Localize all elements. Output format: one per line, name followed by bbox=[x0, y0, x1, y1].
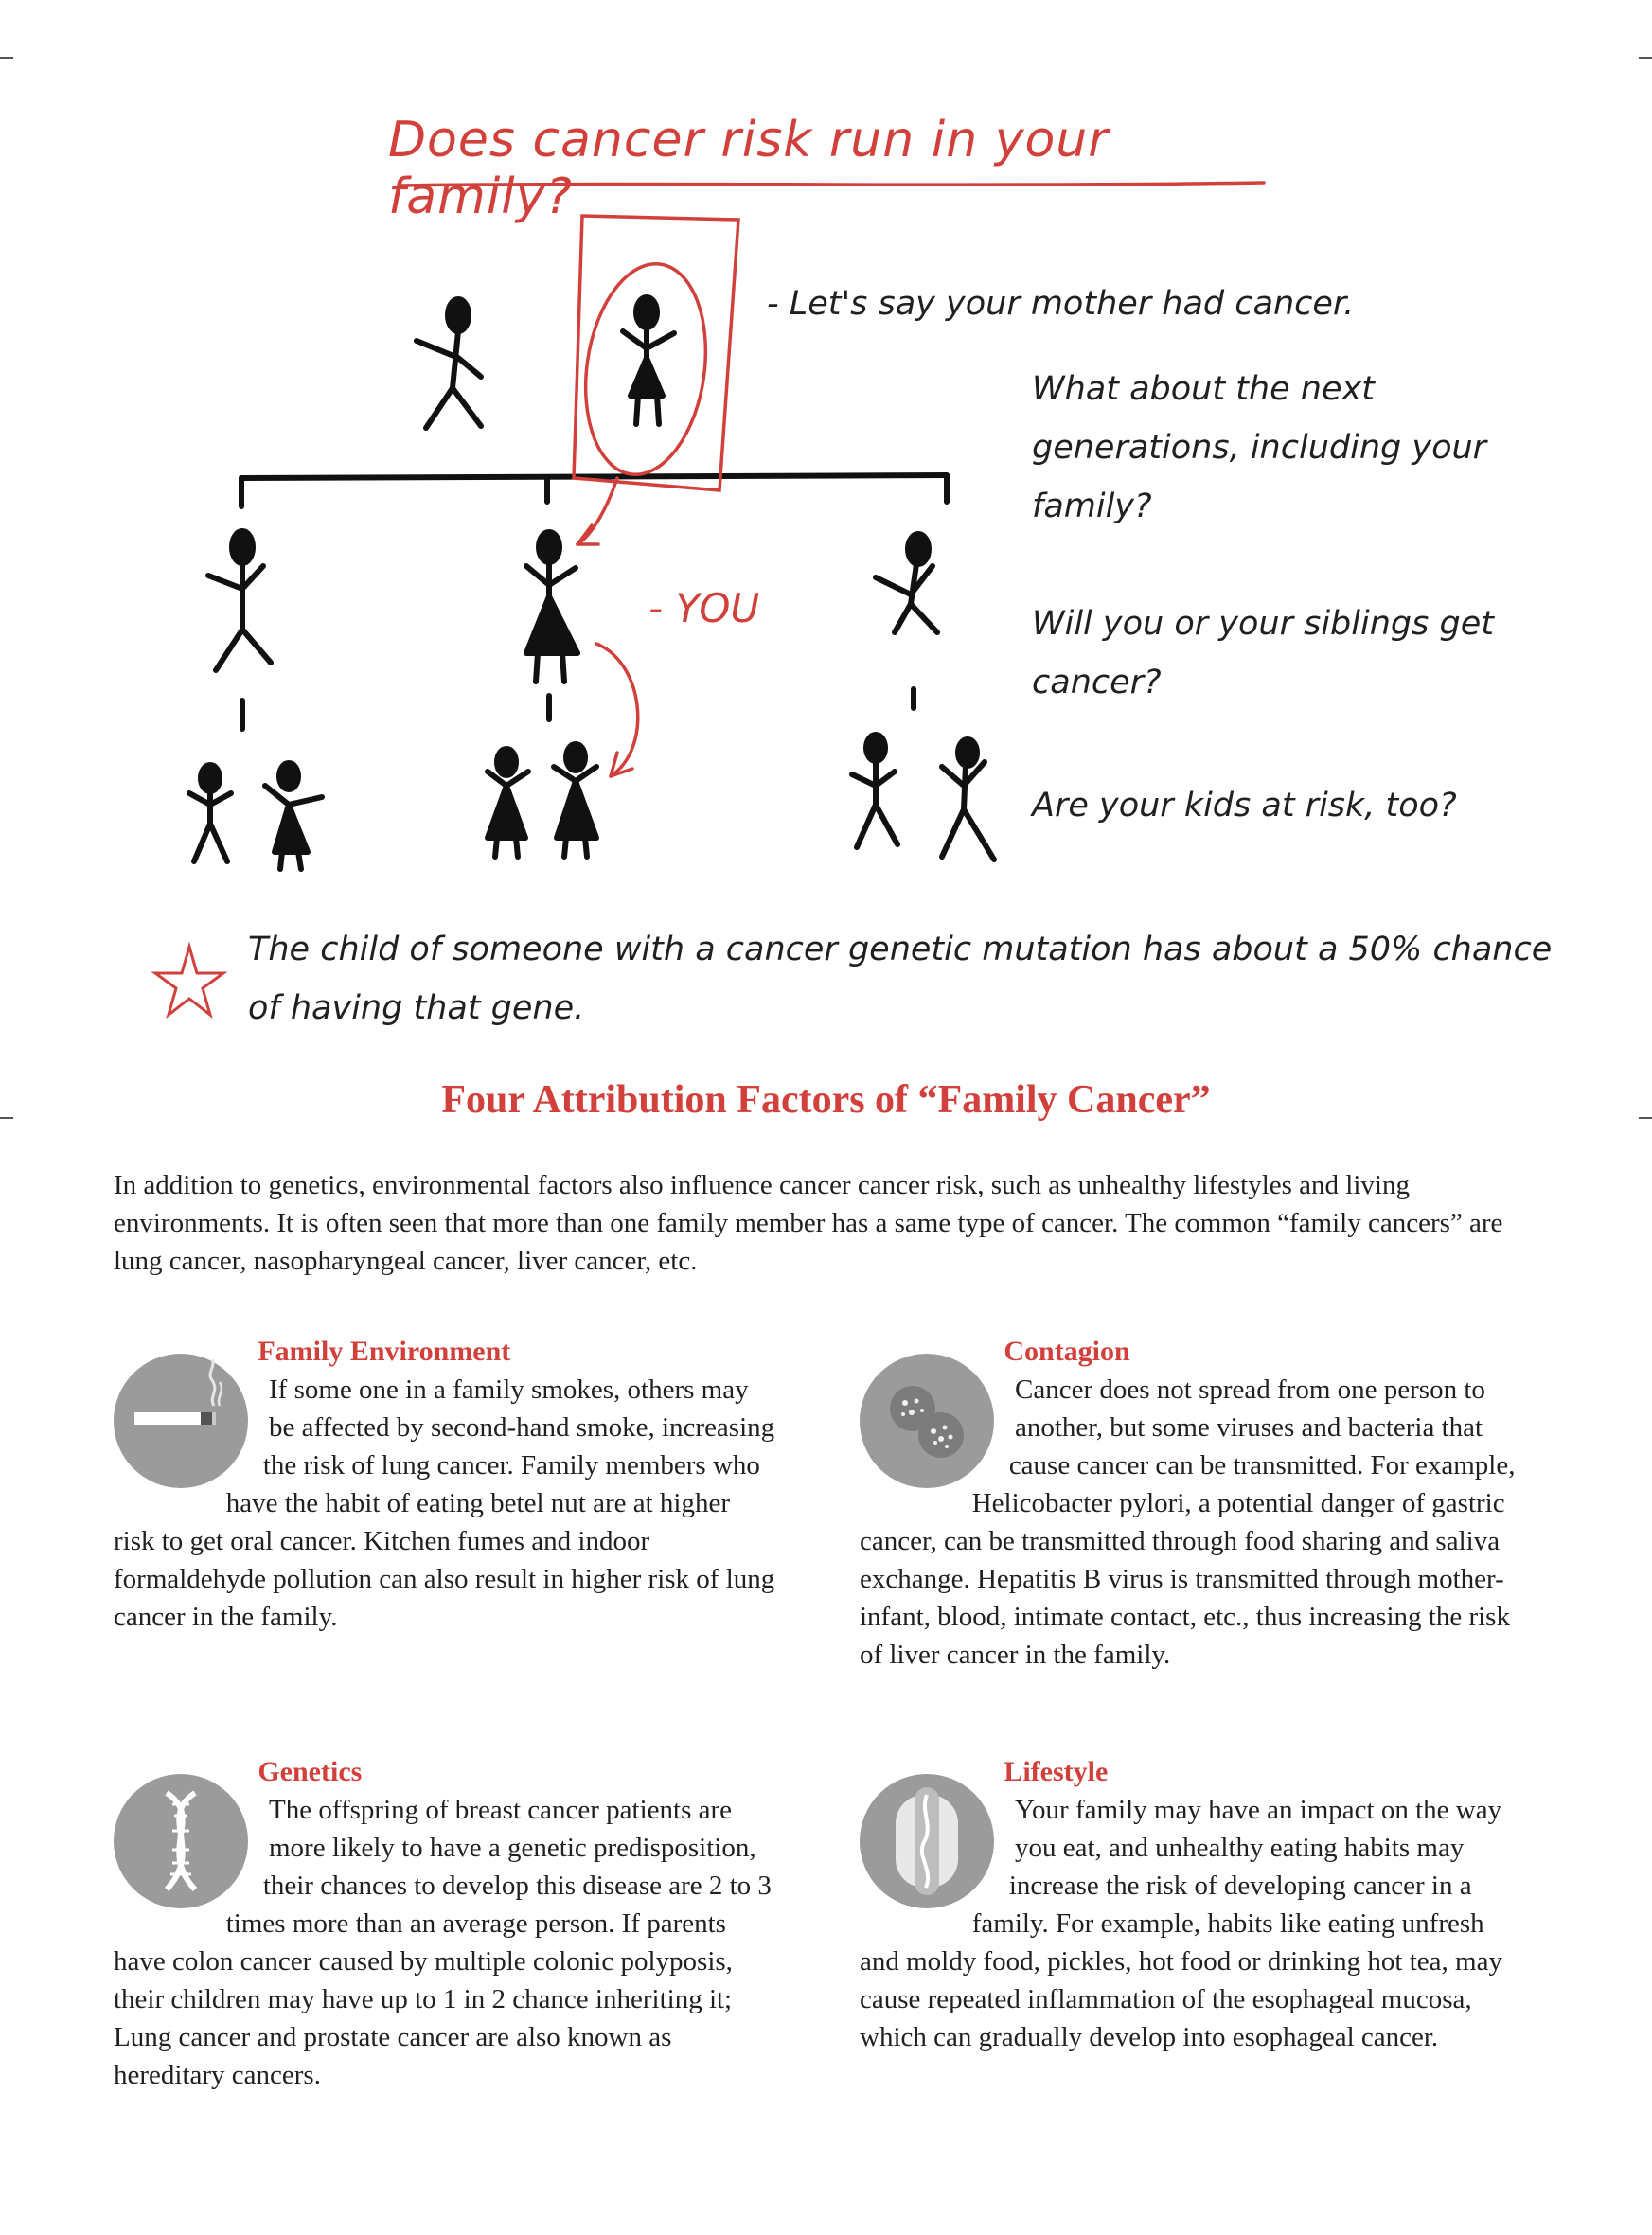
grandchild-figure bbox=[488, 749, 528, 857]
factor-title: Contagion bbox=[1004, 1336, 1130, 1367]
factor-genetics bbox=[114, 1753, 776, 2094]
factor-contagion bbox=[860, 1333, 1522, 1674]
petri-dish-icon bbox=[860, 1354, 994, 1488]
food-icon bbox=[860, 1774, 994, 1908]
factor-body: The offspring of breast cancer patients are more likely to have a genetic predisposition, their chances to develop this disease are 2 to 3 times more than an average person. If parents have colon cancer caused by multiple colonic polyposis, their children may have up to 1 in 2 chance inheriting it; Lung cancer and prostate cancer are also known as hereditary cancers. bbox=[114, 1795, 772, 2090]
note-kids: Are your kids at risk, too? bbox=[1032, 787, 1457, 825]
crop-mark bbox=[1639, 57, 1652, 59]
note-mother: - Let's say your mother had cancer. bbox=[767, 285, 1355, 323]
you-figure bbox=[526, 532, 577, 682]
sibling-figure-right bbox=[876, 534, 937, 632]
note-siblings: Will you or your siblings get cancer? bbox=[1032, 605, 1494, 701]
note-next-generations: What about the next generations, including your family? bbox=[1032, 370, 1487, 525]
grandchild-figure bbox=[189, 765, 231, 861]
crop-mark bbox=[0, 57, 13, 59]
section-heading: Four Attribution Factors of “Family Cancer” bbox=[441, 1078, 1211, 1122]
grandchild-figure bbox=[942, 739, 994, 860]
factor-title: Lifestyle bbox=[1004, 1756, 1109, 1787]
intro-paragraph: In addition to genetics, environmental factors also influence cancer cancer risk, such as unhealthy lifestyles and living environments. It is often seen that more than one family member has a same type of cancer. The common “family cancers” are lung cancer, nasopharyngeal cancer, liver cancer, etc. bbox=[114, 1170, 1503, 1276]
mother-figure bbox=[623, 297, 674, 424]
dna-icon bbox=[114, 1774, 248, 1908]
cigarette-icon bbox=[114, 1354, 248, 1488]
grandchild-figure bbox=[852, 735, 897, 847]
factor-body: Your family may have an impact on the way you eat, and unhealthy eating habits may increase the risk of developing cancer in a family. For example, habits like eating unfresh and moldy food, pickles, hot food or drinking hot tea, may cause repeated inflammation of the esophageal mucosa, which can gradually develop into esophageal cancer. bbox=[860, 1795, 1502, 2052]
you-label: - YOU bbox=[648, 585, 760, 631]
star-note: The child of someone with a cancer genetic mutation has about a 50% chance of having that gene. bbox=[248, 931, 1553, 1027]
father-figure bbox=[417, 299, 481, 428]
factor-lifestyle bbox=[860, 1753, 1522, 2056]
factor-family-environment bbox=[114, 1333, 776, 1636]
factor-title: Family Environment bbox=[258, 1336, 511, 1367]
sibling-figure-left bbox=[208, 531, 271, 670]
factor-title: Genetics bbox=[258, 1756, 363, 1787]
factor-body: If some one in a family smokes, others may be affected by second-hand smoke, increasing the risk of lung cancer. Family members who have the habit of eating betel nut are at higher risk to get oral cancer. Kitchen fumes and indoor formaldehyde pollution can also result in higher risk of lung cancer in the family. bbox=[114, 1375, 775, 1632]
star-icon bbox=[155, 947, 223, 1015]
grandchild-figure bbox=[265, 763, 322, 869]
page-title: Does cancer risk run in your family? bbox=[388, 112, 1110, 225]
factor-body: Cancer does not spread from one person to another, but some viruses and bacteria that cause cancer can be transmitted. For example, Helicobacter pylori, a potential danger of gastric cancer, can be transmitted through food sharing and saliva exchange. Hepatitis B virus is transmitted through mother-infant, blood, intimate contact, etc., thus increasing the risk of liver cancer in the family. bbox=[860, 1375, 1516, 1670]
grandchild-figure bbox=[554, 744, 596, 857]
